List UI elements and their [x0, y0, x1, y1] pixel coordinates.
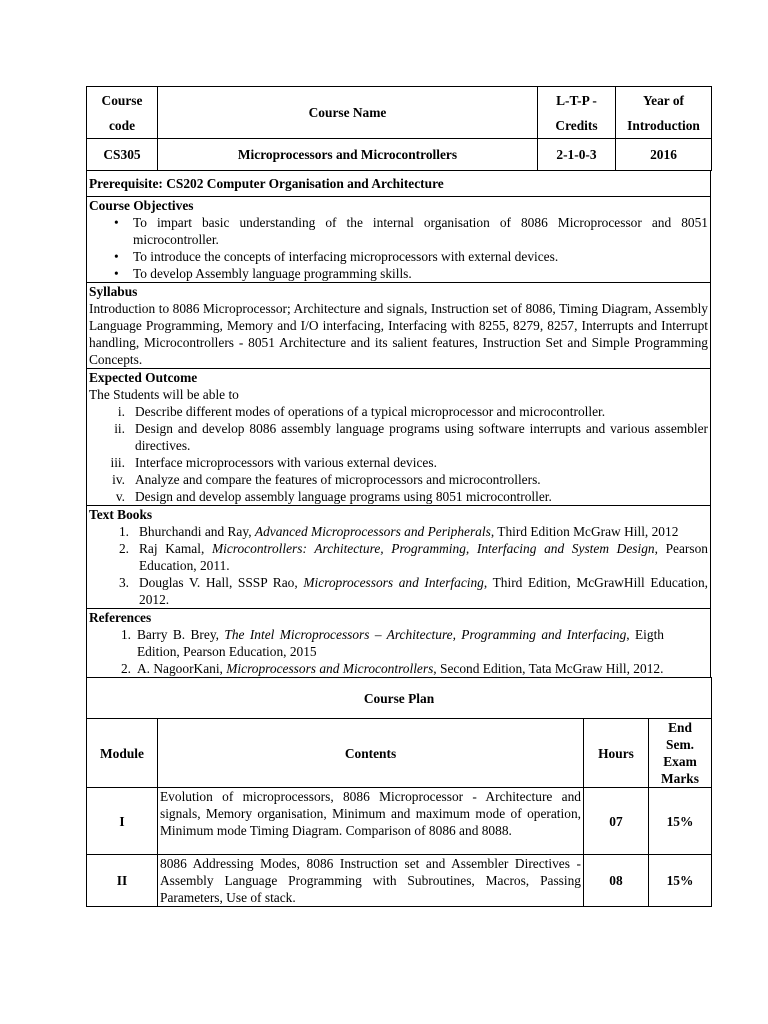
outcome-list — [89, 403, 708, 505]
objective-item: • To develop Assembly language programming skills. — [133, 265, 708, 282]
outcome-num: iii. — [110, 455, 125, 470]
outcome-num: v. — [115, 489, 125, 504]
year-label: Year of Introduction — [616, 87, 712, 139]
module-header: Module — [87, 719, 158, 788]
syllabus-title: Syllabus — [89, 284, 138, 299]
textbook-item — [89, 523, 708, 540]
table-row — [87, 855, 712, 907]
course-plan-header-row — [87, 719, 712, 788]
module-contents: 8086 Addressing Modes, 8086 Instruction set and Assembler Directives - Assembly Language Programming with Subroutines, Macros, Passing Parameters, Use of stack. — [158, 855, 584, 907]
reference-edition: , Second Edition, Tata McGraw Hill, 2012. — [433, 661, 664, 676]
module-contents: Evolution of microprocessors, 8086 Microprocessor - Architecture and signals, Memory organisation, Minimum and maximum mode of operation, Minimum mode Timing Diagram. Comparison of 8086 and 8088. — [158, 788, 584, 855]
outcome-intro: The Students will be able to — [89, 387, 239, 402]
module-hours: 07 — [584, 788, 649, 855]
outcome-item — [89, 403, 708, 420]
textbook-title: Microprocessors and Interfacing — [303, 575, 484, 590]
references-section — [87, 609, 711, 678]
outcome-num: iv. — [112, 472, 125, 487]
textbook-edition: , Third Edition McGraw Hill, 2012 — [490, 524, 679, 539]
reference-item — [89, 660, 708, 677]
outcome-section — [87, 369, 711, 506]
outcome-text: Describe different modes of operations of a typical microprocessor and microcontroller. — [135, 404, 606, 419]
syllabus-section — [87, 283, 711, 369]
course-code-label: Course code — [87, 87, 158, 139]
outcome-text: Analyze and compare the features of microprocessors and microcontrollers. — [135, 472, 541, 487]
textbook-text — [139, 540, 708, 574]
course-row — [87, 139, 712, 171]
module-marks: 15% — [649, 788, 712, 855]
textbook-edition: , Third Edition, McGrawHill Education, 2012. — [139, 575, 708, 607]
hours-header: Hours — [584, 719, 649, 788]
reference-text — [137, 626, 708, 660]
textbook-title: Advanced Microprocessors and Peripherals — [254, 524, 491, 539]
course-code: CS305 — [87, 139, 158, 171]
textbook-author: Bhurchandi and Ray, — [139, 524, 255, 539]
reference-num: 2. — [120, 661, 131, 676]
outcome-num: ii. — [114, 421, 125, 436]
textbook-author: Raj Kamal, — [139, 541, 212, 556]
course-plan-title: Course Plan — [87, 678, 712, 719]
objective-item: • To impart basic understanding of the internal organisation of 8086 Microprocessor and 8051 microcontroller. — [133, 214, 708, 248]
objectives-list — [89, 214, 708, 282]
outcome-item — [89, 454, 708, 471]
textbook-edition: , Pearson Education, 2011. — [139, 541, 708, 573]
textbook-text — [139, 523, 708, 540]
textbooks-list — [89, 523, 708, 608]
outcome-text: Design and develop 8086 assembly language programs using software interrupts and various assembler directives. — [135, 421, 708, 453]
syllabus-text: Introduction to 8086 Microprocessor; Architecture and signals, Instruction set of 8086, Timing Diagram, Assembly Language Programming, Memory and I/O interfacing, Interfacing with 8255, 8279, 8257, Interrupts and Interrupt handling, Microcontrollers - 8051 Architecture and its salient features, Instruction Set and Simple Programming Concepts. — [89, 301, 708, 367]
textbooks-title: Text Books — [89, 507, 153, 522]
reference-title: The Intel Microprocessors – Architecture, Programming and Interfacing — [224, 627, 627, 642]
course-details-table — [86, 170, 711, 678]
module-number: II — [87, 855, 158, 907]
references-list — [89, 626, 708, 677]
objective-item: • To introduce the concepts of interfacing microprocessors with external devices. — [133, 248, 708, 265]
course-name-label: Course Name — [158, 87, 538, 139]
course-ltp: 2-1-0-3 — [538, 139, 616, 171]
course-year: 2016 — [616, 139, 712, 171]
textbook-text — [139, 574, 708, 608]
marks-header: End Sem. Exam Marks — [649, 719, 712, 788]
outcome-text: Design and develop assembly language programs using 8051 microcontroller. — [135, 489, 552, 504]
ltp-label: L-T-P - Credits — [538, 87, 616, 139]
course-plan-title-row — [87, 678, 712, 719]
reference-text — [137, 660, 708, 677]
outcome-text: Interface microprocessors with various external devices. — [135, 455, 437, 470]
outcome-item — [89, 420, 708, 454]
reference-edition: , Eigth Edition, Pearson Education, 2015 — [137, 627, 664, 659]
objectives-section — [87, 197, 711, 283]
textbook-author: Douglas V. Hall, SSSP Rao, — [139, 575, 304, 590]
course-name: Microprocessors and Microcontrollers — [158, 139, 538, 171]
reference-author: A. NagoorKani, — [137, 661, 227, 676]
header-row — [87, 87, 712, 139]
course-plan-table — [86, 677, 712, 907]
textbook-num: 2. — [118, 541, 129, 556]
textbook-item — [89, 540, 708, 574]
module-hours: 08 — [584, 855, 649, 907]
contents-header: Contents — [158, 719, 584, 788]
textbook-num: 1. — [118, 524, 129, 539]
textbook-num: 3. — [118, 575, 129, 590]
reference-item — [89, 626, 708, 660]
references-title: References — [89, 610, 152, 625]
outcome-num: i. — [117, 404, 125, 419]
outcome-item — [89, 471, 708, 488]
module-number: I — [87, 788, 158, 855]
reference-num: 1. — [120, 627, 131, 642]
outcome-title: Expected Outcome — [89, 370, 198, 385]
objectives-title: Course Objectives — [89, 198, 194, 213]
table-row — [87, 788, 712, 855]
reference-author: Barry B. Brey, — [137, 627, 225, 642]
module-marks: 15% — [649, 855, 712, 907]
course-header-table — [86, 86, 712, 171]
outcome-item — [89, 488, 708, 505]
prerequisite: Prerequisite: CS202 Computer Organisation and Architecture — [87, 171, 711, 197]
textbooks-section — [87, 506, 711, 609]
textbook-title: Microcontrollers: Architecture, Programming, Interfacing and System Design — [211, 541, 655, 556]
textbook-item — [89, 574, 708, 608]
course-syllabus-page — [86, 86, 711, 907]
reference-title: Microprocessors and Microcontrollers — [226, 661, 434, 676]
